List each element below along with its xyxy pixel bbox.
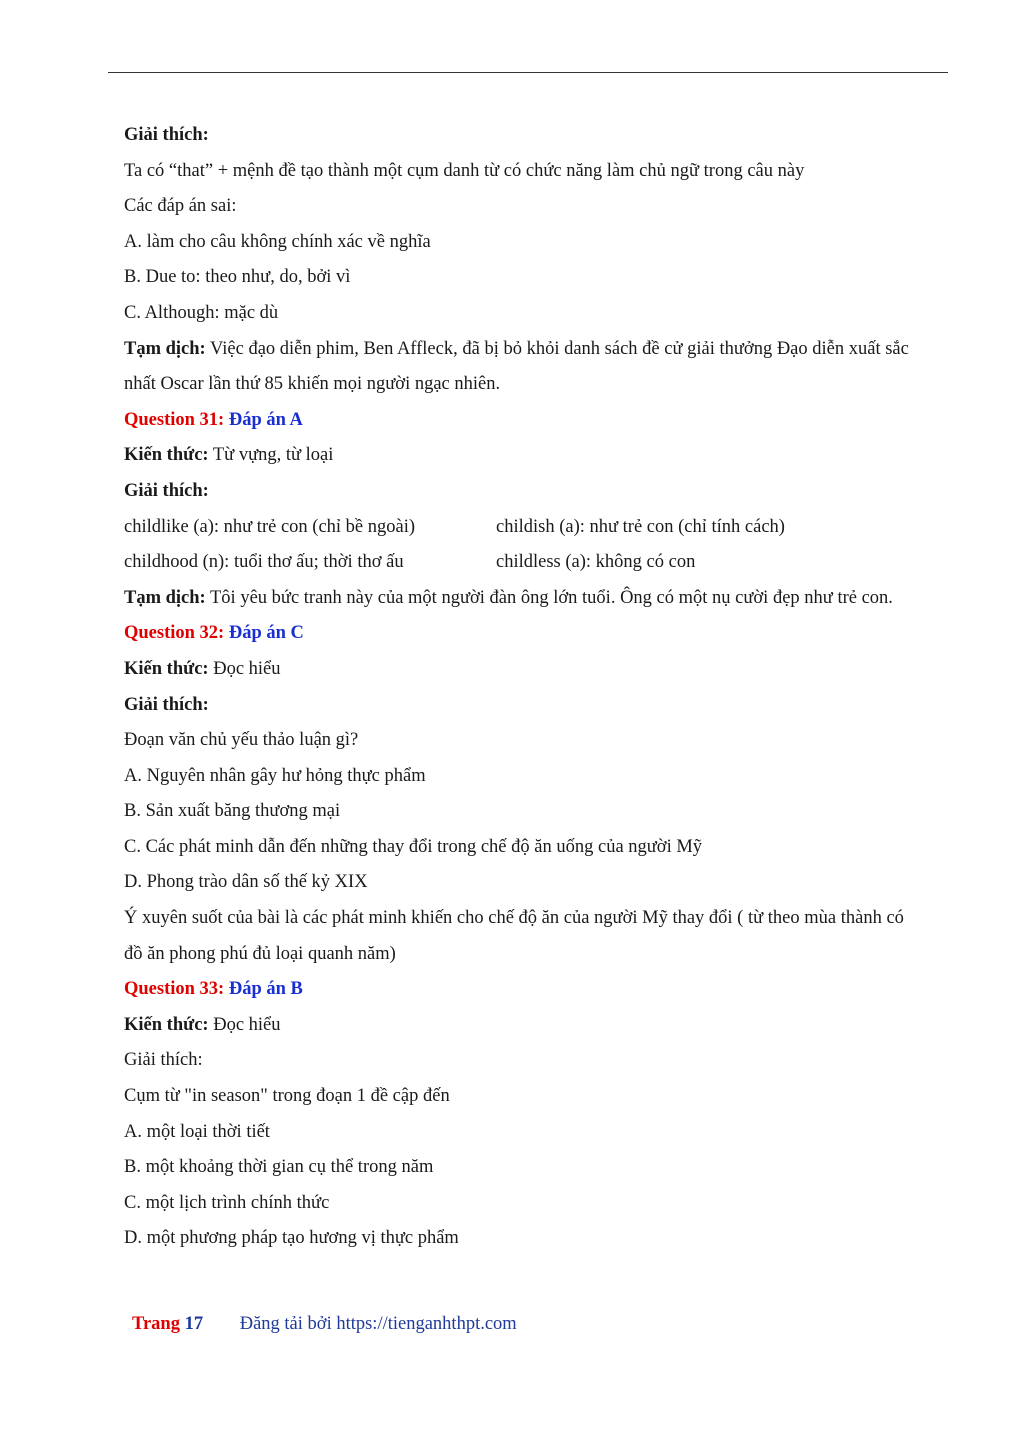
summary-text: Ý xuyên suốt của bài là các phát minh khiến cho chế độ ăn của người Mỹ thay đổi ( từ theo mùa thành có đồ ăn phong phú đủ loại quanh năm) — [124, 908, 904, 964]
translation-text: Việc đạo diễn phim, Ben Affleck, đã bị bỏ khỏi danh sách đề cử giải thưởng Đạo diễn xuất sắc nhất Oscar lần thứ 85 khiến mọi người ngạc nhiên. — [124, 338, 909, 395]
header-rule — [108, 72, 948, 73]
option-b: B. Sản xuất băng thương mại — [124, 801, 341, 822]
translation — [124, 581, 914, 617]
knowledge-line: Kiến thức: Đọc hiểu — [124, 658, 281, 679]
knowledge-line: Kiến thức: Từ vựng, từ loại — [124, 445, 334, 466]
vocab-item: childlike (a): như trẻ con (chỉ bề ngoài) — [124, 516, 416, 537]
knowledge-line: Kiến thức: Đọc hiểu — [124, 1014, 281, 1035]
page-content — [124, 118, 914, 1257]
question-label: Question 31: — [124, 409, 225, 430]
vocab-item: childish (a): như trẻ con (chỉ tính cách) — [496, 516, 785, 537]
option-c: C. Although: mặc dù — [124, 302, 279, 323]
option-c: C. một lịch trình chính thức — [124, 1192, 330, 1213]
explain-heading: Giải thích: — [124, 694, 209, 715]
explain-heading: Giải thích: — [124, 1050, 203, 1071]
answer-label: Đáp án A — [224, 409, 303, 430]
translation-label: Tạm dịch: — [124, 338, 206, 359]
question-32-heading — [124, 616, 914, 652]
option-a: A. làm cho câu không chính xác về nghĩa — [124, 231, 431, 252]
option-d: D. Phong trào dân số thế kỷ XIX — [124, 872, 368, 893]
option-a: A. một loại thời tiết — [124, 1121, 270, 1142]
option-d: D. một phương pháp tạo hương vị thực phẩm — [124, 1228, 459, 1249]
question-text: Đoạn văn chủ yếu thảo luận gì? — [124, 730, 359, 751]
question-label: Question 32: — [124, 623, 225, 644]
option-b: B. Due to: theo như, do, bởi vì — [124, 267, 351, 288]
vocab-item: childhood (n): tuổi thơ ấu; thời thơ ấu — [124, 552, 404, 573]
translation — [124, 332, 914, 403]
text-line: Ta có “that” + mệnh đề tạo thành một cụm danh từ có chức năng làm chủ ngữ trong câu này — [124, 160, 805, 181]
question-text: Cụm từ "in season" trong đoạn 1 đề cập đến — [124, 1086, 450, 1107]
option-b: B. một khoảng thời gian cụ thể trong năm — [124, 1157, 434, 1178]
answer-label: Đáp án B — [224, 979, 303, 1000]
text-line: Các đáp án sai: — [124, 196, 237, 217]
answer-label: Đáp án C — [224, 623, 304, 644]
page-number: 17 — [184, 1314, 204, 1334]
page-label: Trang — [132, 1314, 185, 1334]
option-a: A. Nguyên nhân gây hư hỏng thực phẩm — [124, 765, 426, 786]
vocab-row — [124, 545, 914, 581]
explain-heading: Giải thích: — [124, 480, 209, 501]
vocab-row — [124, 510, 914, 546]
uploaded-by-link[interactable]: Đăng tải bởi https://tienganhthpt.com — [239, 1314, 517, 1334]
translation-label: Tạm dịch: — [124, 587, 206, 608]
page-footer — [132, 1314, 517, 1335]
question-label: Question 33: — [124, 979, 225, 1000]
question-33-heading — [124, 972, 914, 1008]
explain-heading: Giải thích: — [124, 125, 209, 145]
translation-text: Tôi yêu bức tranh này của một người đàn ông lớn tuổi. Ông có một nụ cười đẹp như trẻ con. — [205, 587, 893, 608]
vocab-item: childless (a): không có con — [496, 552, 696, 573]
question-31-heading — [124, 403, 914, 439]
option-c: C. Các phát minh dẫn đến những thay đổi trong chế độ ăn uống của người Mỹ — [124, 836, 703, 857]
